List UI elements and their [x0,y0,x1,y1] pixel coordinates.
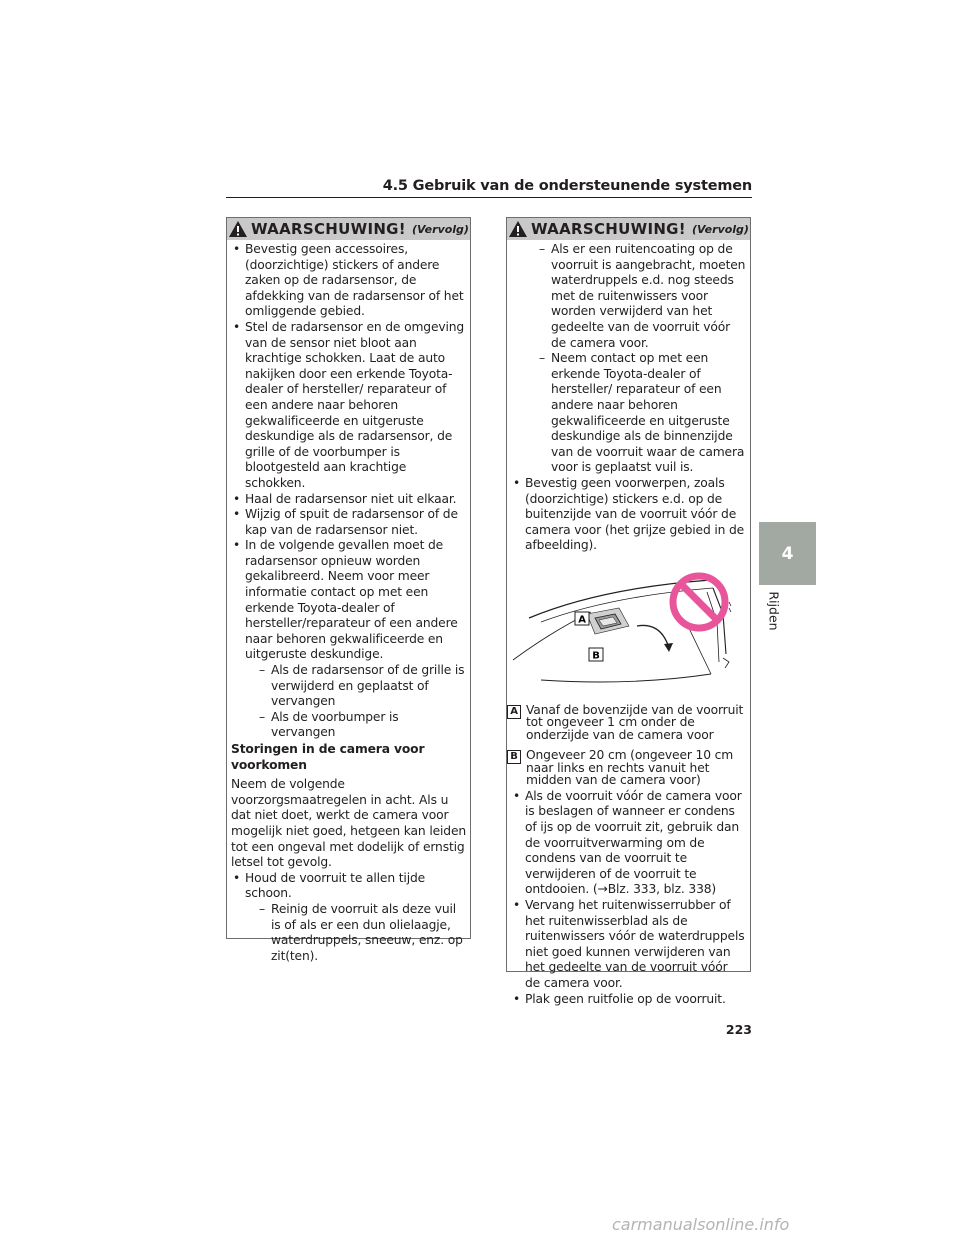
page-number: 223 [725,1022,752,1037]
prohibition-icon [673,576,725,628]
warning-subtitle: (Vervolg) [691,222,749,236]
paragraph: Neem de volgende voorzorgsmaatregelen in acht. Als u dat niet doet, werkt de camera voor mogelijk niet goed, hetgeen kan leiden tot een ongeval met dodelijk of ernstig letsel tot gevolg. [231,777,467,870]
warning-header [507,218,750,240]
chapter-number: 4 [781,543,794,564]
header-rule [226,197,752,198]
sub-list-item: – Als de voorbumper is vervangen [245,710,466,741]
list-item: • Plak geen ruitfolie op de voorruit. [511,992,746,1008]
warning-triangle-icon [228,220,248,238]
list-item: • Vervang het ruitenwisserrubber of het ruitenwisserblad als de ruitenwissers vóór de waterdruppels niet goed kunnen verwijderen van het gedeelte van de voorruit vóór de camera voor. [511,898,746,992]
list-item: • Bevestig geen voorwerpen, zoals (doorzichtige) stickers e.d. op de buitenzijde van de voorruit vóór de camera voor (het grijze gebied in de afbeelding). [511,476,746,554]
figure-label-b [589,648,603,662]
warning-title: WAARSCHUWING! [531,220,686,238]
warning-box-left [226,217,471,963]
list-item: • Wijzig of spuit de radarsensor of de kap van de radarsensor niet. [231,507,466,538]
list-item: • Als de voorruit vóór de camera voor is beslagen of wanneer er condens of ijs op de voorruit zit, gebruik dan de voorruitverwarming om de condens van de voorruit te verwijderen of de voorruit te ontdooien. (→Blz. 333, blz. 338) [511,789,746,898]
warning-box-right [506,217,751,1006]
legend-label-a: A [507,705,521,719]
watermark: carmanualsonline.info [612,1215,790,1234]
legend-item-a [507,704,746,742]
figure-label-b-text: B [592,650,600,662]
warning-triangle-icon [508,220,528,238]
warning-body [507,240,750,1007]
sub-list-item: – Neem contact op met een erkende Toyota-dealer of hersteller/ reparateur of een andere naar behoren gekwalificeerde en uitgeruste deskundige als de binnenzijde van de voorruit waar de camera voor is geplaatst vuil is. [525,351,746,476]
warning-subtitle: (Vervolg) [411,222,469,236]
list-item: • Stel de radarsensor en de omgeving van de sensor niet bloot aan krachtige schokken. Laat de auto nakijken door een erkende Toyota-dealer of hersteller/ reparateur of een andere naar behoren gekwalificeerde en uitgeruste deskundige als de radarsensor, de grille of de voorbumper is blootgesteld aan krachtige schokken. [231,320,466,492]
chapter-label [764,590,784,632]
legend-text-b: Ongeveer 20 cm (ongeveer 10 cm naar links en rechts vanuit het midden van de camera voor) [526,748,734,788]
subheading: Storingen in de camera voor voorkomen [231,742,425,772]
figure-label-a-text: A [578,614,586,626]
section-title: 4.5 Gebruik van de ondersteunende systemen [382,178,752,194]
warning-title: WAARSCHUWING! [251,220,406,238]
legend-text-a: Vanaf de bovenzijde van de voorruit tot ongeveer 1 cm onder de onderzijde van de camera voor [526,702,744,742]
list-item: • Haal de radarsensor niet uit elkaar. [231,492,466,508]
warning-header [227,218,470,240]
list-item: • Houd de voorruit te allen tijde schoon. [231,871,466,902]
page-header [226,178,752,198]
legend-label-b: B [507,750,521,764]
windshield-camera-figure [511,562,745,700]
sub-list-item: – Reinig de voorruit als deze vuil is of als er een dun olielaagje, waterdruppels, sneeuw, enz. op zit(ten). [245,902,466,964]
sub-list-item: – Als de radarsensor of de grille is verwijderd en geplaatst of vervangen [245,663,466,710]
chapter-label-text: Rijden [766,591,782,631]
list-item: • Bevestig geen accessoires, (doorzichtige) stickers of andere zaken op de radarsensor, de afdekking van de radarsensor of het omliggende gebied. [231,242,466,320]
legend-item-b [507,749,746,787]
chapter-tab [759,522,816,585]
list-item: • In de volgende gevallen moet de radarsensor opnieuw worden gekalibreerd. Neem voor meer informatie contact op met een erkende Toyota-dealer of hersteller/reparateur of een andere naar behoren gekwalificeerde en uitgeruste deskundige. [231,538,466,663]
sub-list-item: – Als er een ruitencoating op de voorruit is aangebracht, moeten waterdruppels e.d. nog steeds met de ruitenwissers voor worden verwijderd van het gedeelte van de voorruit vóór de camera voor. [525,242,746,351]
figure-label-a [575,612,589,626]
warning-body [227,240,470,964]
